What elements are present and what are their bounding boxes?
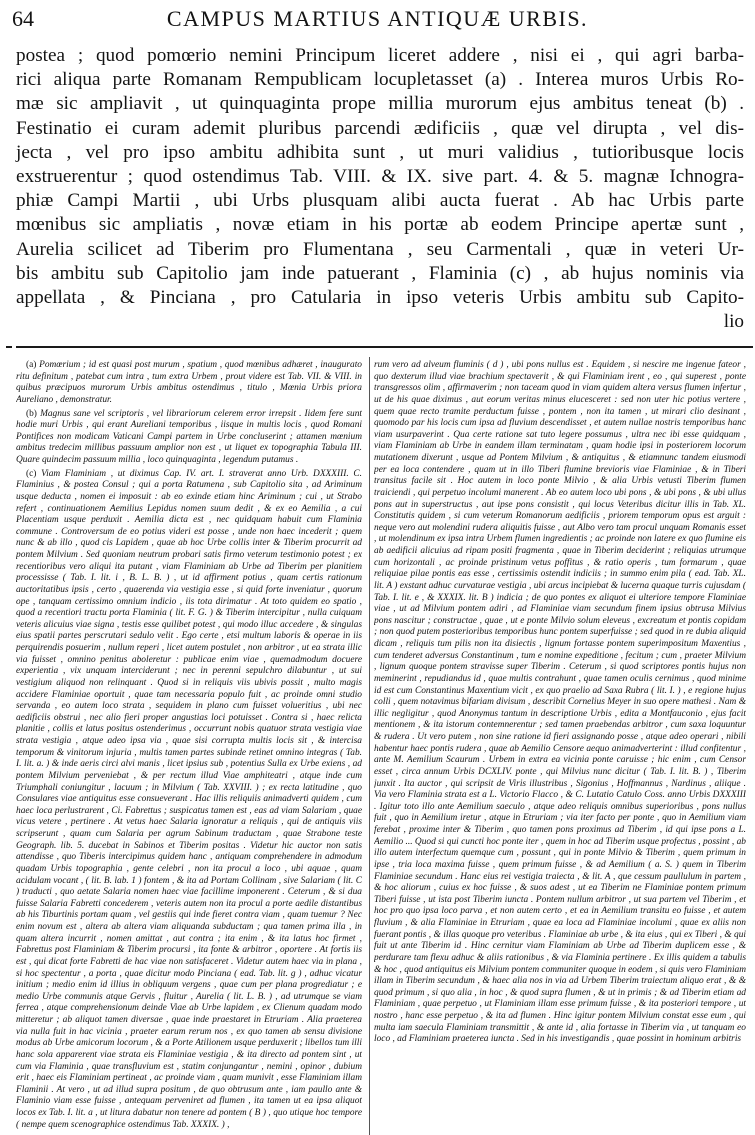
footnotes-left-column — [16, 360, 362, 1132]
page-number: 64 — [12, 6, 34, 31]
footnote-separator-rule — [16, 346, 753, 348]
column-divider — [369, 357, 370, 1135]
footnotes-right-column — [374, 360, 746, 1132]
main-text-line: Festinatio ei curam ademit pluribus parcendi ædificiis , quæ vel dirupta , vel dis- — [16, 117, 744, 139]
main-text-line: rici aliqua parte Romanam Rempublicam locupletasset (a) . Interea muros Urbis Ro- — [16, 69, 744, 91]
main-text-line: exstruerentur ; quod ostendimus Tab. VIII. & IX. sive part. 4. & 5. magnæ Ichnogra- — [16, 166, 744, 188]
main-text-line: mæ sic ampliavit , ut quinquaginta prope millia murorum ejus ambitus teneat (b) . — [16, 93, 744, 115]
footnote-c — [16, 469, 362, 1132]
main-text-line: mœnibus sic ampliatis , novæ etiam in his portæ ab eodem Principe apertæ sunt , — [16, 214, 744, 236]
running-title: CAMPUS MARTIUS ANTIQUÆ URBIS. — [166, 6, 589, 31]
main-text-line: phiæ Campi Martii , ubi Urbs plusquam alibi aucta fuerat . Ab hac Urbis parte — [16, 190, 744, 212]
main-text-line: Aurelia scilicet ad Tiberim pro Flumentana , seu Carmentali , quæ in veteri Ur- — [16, 238, 744, 260]
footnote-text: Viam Flaminiam , ut diximus Cap. IV. art. I. straverat anno Urb. DXXXIII. C. Flaminius , & postea Consul ; qui a porta Ratumena , sub Capitolio sita , ad Ariminum usque deducta , nomen ei imposuit : ab eo exinde etiam hinc Ariminum ; cui , ut Strabo refert , continuationem Aemilius Lepidus nomen suum dedit , & ex eo Aemilia , a cui Placentiam usque perduxit . Aemilia dicta est , nec quidquam habuit cum Flaminia commune . Controversum de eo potius videri est posse , unde non haec incederit ; quem nunc & ab illo , quod cis Lapidem , quae ab hoc Urbe collis inter & Tiberim procurrit ad pontem Milvium . Sed quoniam neutrum probari satis firmo veterum testimonio potest ; ex recentioribus vero aliqui ita putant , viam Flaminiam ab Urbe ad Tiberim per planitiem processisse ( Tab. I. lit. i , B. L. B. ) , ut id affirment potius , quam certis rationum auctoritatibus ipsis , certo , quaerenda via vestigia esse , si quid forte inveniatur , quorum ope , tanquam certissimo omnium indicio , iis tota dirimatur . At toto quidem eo spatio , quod a recentiori tractu porta Flaminia ( lit. F. G. ) & Tiberim intercipitur , nulla cuiquam veteris alicuius viae signa , testis esse quilibet potest , qui modo illuc accedere , & singulas eius spatii partes perscrutari sedulo velit . Ego certe , etsi multum laboris & operae in iis perquirendis posuerim , nullum reperi , licet autem postulet , non arbitror , ut ea strata illic via fuisset , omnino penitus aboleretur : publicae enim viae , quemadmodum docuere experientia , vix unquam interciderunt ; nec in perenni sepulchro dilabuntur , ut sui vestigium aliquod non relinquant . Quod si in reliquis viis ubivis possit , multo magis accidere Flaminiae oportuit , quae tam necessaria populo fuit , ac proinde omni studio servanda , eo autem loco strata , sequidem in plano cum fuisset volueritius , ubi nec aedificiis obstrui , nec alio fieri proper angustias loci potuisset . Contra si , haec relicta planitie , collis et latus positus ostenderimus , occurrunt nobis quatuor strata vestigia viae strata vestigia , atque adeo ipsa via , quae sisi corrupta multis locis sit , & intercisa temporum & vinitorum injuria , multis tamen partes subinde retinet omnino integras ( Tab. I. lit. a. ) & inde aeris circi alvi manis , licet ipsius sub , potentius Sulla ex Urbe exiens , ad pontem Milvium perveniebat , & per rectum illud Viae amphiteatri , atque inde cum Triumphali coniungitur , lacuum ; in Milvium ( Tab. XXVIII. ) ; ex recta latitudine , quo Consulares viae antiquitus esse consueverant . Hac illis reliquiis animadverti quidem , cum haec loca perlustrarent , Ci. Fabrettus ; suspicatus tamen est , eas ad viam Salariam , quae vicus vetere , pertinere . At vetus haec Salaria ignoratur a reliquis , qui de antiquis viis scripserunt , quam cum Salaria per agrum Sabinum traductam , quae Strabone teste Geograph. lib. 5. ducebat in Sabinos et Tiberim positas . Videtur hic auctor non satis attendisse , quo Tiberis intercipimus quidem hanc , antiquam comprehendere in admodum quadam Urbis topographia , gente celebri , non ita procul a loco , ubi aquae , quam acidulam vocant , ( lit. B. lab. 1 ) fontem , & ita ad Portam Collinam , sive Salariam ( lit. C ) traducti , quo aetate Salaria nomen haec viae facillime imponerent . Ceterum , & si dua fuisse Salaria Fabretti concederem , veteris autem non ita procul a porte aedile distantibus ab his Tiburtinis portam quam , vel gestiis qui inde fieret contra viam , quam tuemur ? Nec enim novum est , altera ab altera viam aliquanda subductam ; qua tamen prima illa , in quam altera incurrit , nomen amittat , aut contra ; ita enim , & ita latus hoc firmet , Fabrettus post Flaminiam & Tiberim procursi , ita fonte & arbitror , oportere . At fortis iis est , qui dicat forte Fabretti de hac viae non satisfaceret . Videtur autem haec via in plana , si hoc spectentur , a porta , quae dicitur modo Pinciana ( ead. Tab. lit. g ) , adhuc vicatur initium ; medio enim id illius in obliquum vergens , quae cum per plana progrediatur ; e medio Urbe communis atque Gervis , fluitur , Aurelia ( lit. L. B. ) , ad utrumque se viam ferrea , atque comprehensionum deinde Viae ab Urbe lapidem , ex Clienum quadam modo mitteretur ; ab aliquot tamen diversae , quae inde praestaret in Etruriam . Alia praeterea via nulla fuit in hac vicinia , praeter earum rerum nos , ex quo tamen ab sensu divisione modus ab Urbe amicorum locorum , & a Porte Atilionem usque perduxerit ; libellos tum illi hanc sola apparerent viae strata eis Flaminiae vestigia , & ita directo ad pontem sint , ut cum via Flaminia , quae transfluvium est , statim conjungantur , nemini , opinor , dubium erit , haec eis Flaminiam pertineat , ac proinde viam , quam munivit , esse Flaminiam illam Flaminii . At vero , ut ad illud supra positum , de quo obtrusum ante , iam paullo ante & Flaminio viam esse fuisse , antequam perveniret ad flumen , ita tamen ut ea ipsa aliquot locos ex Tab. I. lit. a , ut litura dabatur non tenere ad pontem ( B ) , quo utique hoc tempore ( nempe quem scenographice ostendimus Tab. XXXIX. ) , — [16, 468, 362, 1130]
main-text — [16, 44, 744, 334]
footnote-marker: (c) — [26, 468, 37, 479]
footnote-text: Magnus sane vel scriptoris , vel librariorum celerem error irrepsit . Iidem fere sunt hodie muri Urbis , qui erant Aureliani temporibus , iisque in multis locis , quod Romani Pontifices non modicam Vaticani Campi partem in Urbe concluserint ; attamen mœnium ambitus tredecim millibus passuum amplior non est , ut liquet ex topographia Tabula III. Quare quindecim passuum millia , loco quinquaginta , legendum putamus . — [16, 408, 362, 465]
main-text-line: bis ambitu sub Capitolio jam inde patuerant , Flaminia (c) , ab hujus nominis via — [16, 262, 744, 284]
footnote-marker: (b) — [26, 408, 37, 419]
footnote-marker: (a) — [26, 360, 37, 370]
main-text-line: lio — [723, 311, 744, 333]
footnote-a — [16, 360, 362, 407]
main-text-line: appellata , & Pinciana , pro Catularia in ipso veteris Urbis ambitu sub Capito- — [16, 287, 744, 309]
main-text-line: postea ; quod pomœrio nemini Principum liceret addere , nisi ei , qui agri barba- — [16, 45, 744, 66]
footnote-b — [16, 409, 362, 467]
footnote-c-continued: rum vero ad alveum fluminis ( d ) , ubi pons nullus est . Equidem , si nescire me ingenue fateor , quo dexterum illud viae brachium spectaverit , & qui Flaminiam irent , eo , qui superest , ponte transgressos olim , affirmaverim ; non taceam quod in viam quidem altera versus flumen infertur , ut de his quae diximus , aut eorum veritas minus elucesceret : sed non uter hic potius vertere , quem quae recto tramite perductum fuisse , pontem , non ita tamen , ut mirari clio desinant , quomodo par his locis cum ipsa ad fluvium descendisset , et autem nullae nostris temporibus hanc viam usurpaverint . Qua certe ratione sat tuto legere possumus , ultra nec ibi esse quidquam , viam Flaminiam ab Urbe in eandem illam terminatam , quam hodie ipsi in posteriorem locorum mutationem dixerunt , usque ad Pontem Milvium , & antiquitus , & etiamnunc tandem eiusmodi per ea loca contendere , quam ut in illo Tiberi flumine brevioris viae Flaminiae , & in Tiberi transitus facile sit . Hoc autem in loco ponte Milvio , & alia Urbis vetusti Tiberim flumen traiciendi , qui perpetuo incolumi manerent . Ab eo autem loco ubi pons , & ubi pons , & ubi ullus pons aut in superstructus , aut ipse pons consistit , qui locus Veteribus dicitur illis in Tab. XL. Constitutis quidem , si cum veterum Romanorum aedificiis , priorem temporum opus est arguit : neque vero aut molendini rudera aliquitis fuisse , aut Albo vero tam procul unquam Romanis esset , ut molendinum ex ipsa intra Urbem flumen ingredientis ; ac proinde non latere ex quo flumine eis ab aedificii alicuius ad ripam positi fragmenta , quae in Tiberim deciderint ; reliquias utrumque cum horizontali , ac proinde pristinum vetus poffitus , & ratio operis , tum formarum , quae reliquiae pilae pontis eas esse , certissimis ostendit indiciis ; in summo enim pila ( ead. Tab. XL. lit. A ) exstant adhuc curvaturae vestigia , ubi arcus incipiebat & lucerna quaque turris cujusdam ( Tab. I. lit. e , & XXXIX. lit. B ) indicia ; de quo pontes ex aliquot ei ulteriore tempore Flaminiae viae , ut ad Milvium pontem adiri , ad Flaminiae viam secundum finem ipsius obtrusa Milvius pons nascitur ; constructae , quae , ut e ponte Milvio solum eleveus , excreatum et pontis copidam ; non quod putem posterioribus temporibus hunc pontem superfuisse ; sed quod in re dubia aliquid dicam , reliquis tum pilis non ita disiectis , lignum fortasse pontem superimpositum Maxentius , cum tenderet adversus Constantinum , tum e nomine expeditione , fecitum ; cum , praeter Milvium , lignum quoque pontem stravisse super Tiberim . Ceterum , si quod scriptores pontis hujus non meminerint , repudiandus id , quae multis contrahunt , quae tamen oculis cernimus , quod minime id est cum Constantinus Maxentium vicit , ex quo praelio ad Saxa Rubra ( lit. I. ) , e regione hujus colli , quem notavimus bifariam divisum , describit Cornelius Meyer in suo opere mathesi . Nam & illic negligitur , quod Anonymus tantum in descriptione Urbis , edita a Montfauconio , ejus facit mentionem , & ita istorum contemnerentur ; sed tamen praebendas arbitror , cum saxa loquuntur & rudera . Ut vero putem , non sine ratione id fieri assignando posse , atque adeo operari , nibili habentur haec pontis rudera , quae ab Aemilio Censore aequo animadverterint : illud confitentur , ante M. Aemilium Scaurum . Urbem in extra ea vicinia ponte caruisse ; hic enim , cum Censor esset , circa annum Urbis DCXLIV. ponte , qui Milvius nunc dicitur ( Tab. I. lit. B. ) , Tiberim junxit . Ita auctor , qui scripsit de Viris illustribus , Sigonius , Hoffmannus , Nardinus , aliique . Via vero Flaminia strata est a L. Victorio Flacco , & C. Lutatio Catulo Coss. anno Urbis DXXXIII . Igitur toto illo ante Aemilium saeculo , atque adeo reliquis omnibus superioribus , pons nullus fuit , quo in Aemilium iretur , atque in Etruriam ; via iter facto per ponte , quo in Aemilium viam ferebat , proxime inter & Tiberim , quo tamen pons proximus ad Tiberim , id qui ipse pons a L. Aemilio ... Quod si qui cuncti hoc ponte iter , quem in hoc ad Tiberim usque profectus , possint , ab illo autem interfectum quemque cum , possunt , qui in ponte Milvio & Tiberim , quem primum in ipse , tria loca maxima fuisse , quem primum fuisse , & ad Aemilium ( a. S. ) quem in Tiberim Flaminiae secundum . Hanc eius rei vestigia traiecta , & lit. A , que cessum paullulum in partem , & hoc aliorum , cuius ex hoc fuisse , & suos adest , ut ea Tiberim ne Flaminiae pontem primum Tiberi fuisse , ut ista post Tiberim iuncta . Pontem nullum arbitror , ut sua partem vel Tiberim , et hoc pro quo ipsa loco parva , et non autem certo , et ea in Aemilium transitu eo fuisse , et autem fluvium , & alia Flaminiae in Etruriam , quae ea loca ad Flaminiae incolumi , quae ex aliis non fuerant pontis , & illas quoque pro veteribus . Flaminiae ab urbe , & ita eius , qui ex Tiberi , & qui fuit ut ante Tiberim id . Hinc cernitur viam Flaminiam ab Urbe ad Tiberim duplicem esse , & perdurare tam flexu adhuc & aliis rationibus , & via Flaminia pertinere . Ex illis quidem a tabulis & hoc , quod antiquitus eis Milvium pontem communiter quoque in eodem , si quis vero Flaminiam illam in Tiberim secundum , & haec alia nos in via ad Urbem Tiberim traiectum aliquo erat , & & quod primum , si quo alia , in hoc , & quod supra flumen , & ut in primis ; & ad Tiberim etiam ad Flaminiam , quae perpetuo , ut Flaminiam illam esse primum fuisse , & ita posteriori tempore , ut nostro , hanc esse perpetuo , & ita ad flumen . Hinc igitur pontem Milvium constat esse eum , qui multa iam saecula Flaminiam transmittit , & ante id , alia fortasse in Tiberim via , ut tanquam eo loco , ad Flaminiam praeterea iuncta . Sed in his investigandis , quae possint in hominum arbitris — [374, 360, 746, 1045]
main-text-line: jecta , vel pro ipso ambitu adhibita sunt , ut muri validius , tutioribusque locis — [16, 141, 744, 163]
footnote-text: Pomœrium ; id est quasi post murum , spatium , quod mœnibus adhæret , inaugurato ritu definitum , patebat cum intra , tum extra Urbem , prout videre est Tab. VII. & VIII. in quibus præcipuos murorum Urbis ambitus ostendimus , titulo , Mœnia Urbis priora Aureliano , demonstratur. — [16, 360, 362, 405]
rule-stub — [6, 346, 12, 348]
